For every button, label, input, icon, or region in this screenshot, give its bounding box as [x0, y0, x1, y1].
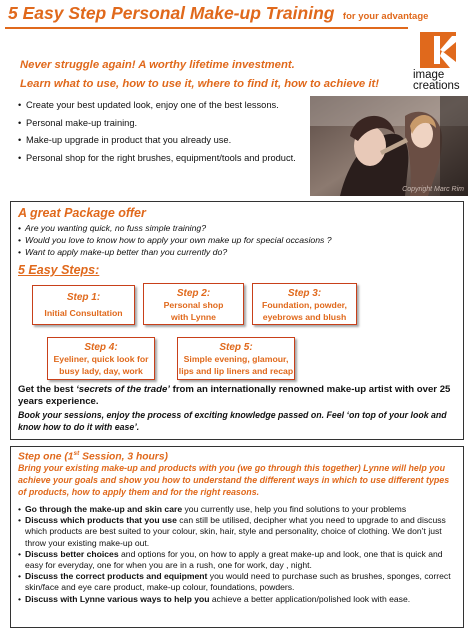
list-item [18, 515, 460, 549]
package-title: A great Package offer [18, 206, 146, 220]
list-item-bold: Go through the make-up and skin care [25, 504, 183, 514]
list-item-bold: Discuss with Lynne various ways to help you [25, 593, 210, 604]
step-heading: Step 4: [84, 342, 118, 353]
step-one-intro: Bring your existing make-up and products with you (we go through this together) Lynne will help you achieve your goals and show you how to understand the different ways in which to use different types of products, how to apply them and for the right reasons. [18, 463, 450, 497]
photo-illustration [310, 96, 468, 196]
booking-paragraph: Book your sessions, enjoy the process of exciting knowledge passed on. Feel ‘on top of your look and know how to do it with ease’. [18, 410, 447, 432]
list-item-text: you currently use, help you find solutions to your problems [182, 504, 407, 514]
step-text: Personal shop with Lynne [163, 300, 224, 322]
step-box-3 [252, 283, 357, 325]
package-offer-panel [10, 201, 464, 440]
title-main: 5 Easy Step Personal Make-up Training [8, 3, 335, 23]
list-item-text: you would need to purchase such as brushes, sponges, correct skin/face and eye care product, make-up colour, foundations, powders. [25, 571, 451, 593]
step-heading: Step 2: [176, 288, 211, 299]
step-box-1 [32, 285, 135, 325]
title-subtitle: for your advantage [342, 11, 429, 22]
step-one-title-sup: st [73, 450, 80, 457]
logo-text [413, 70, 460, 92]
intro-list [18, 99, 303, 170]
list-item: • Personal shop for the right brushes, equipment/tools and product. [18, 152, 303, 164]
list-item-bold: Discuss the correct products and equipment [25, 571, 208, 582]
step-heading: Step 1: [66, 292, 101, 303]
logo-k-icon [420, 32, 460, 68]
logo-line-2: creations [413, 80, 460, 92]
list-item: • Create your best updated look, enjoy one of the best lessons. [18, 99, 303, 111]
step-one-title-pre: Step one (1 [18, 451, 74, 463]
company-logo [412, 32, 468, 94]
step-box-2 [143, 283, 244, 325]
makeup-photo [310, 96, 468, 196]
list-item: • Make-up upgrade in product that you already use. [18, 134, 303, 146]
secrets-paragraph [18, 384, 456, 408]
list-item [18, 571, 460, 593]
photo-copyright: Copyright Marc Rim [402, 186, 464, 193]
step-one-panel [10, 446, 464, 628]
secrets-lead: Get the best [18, 384, 77, 395]
page-title [8, 3, 466, 25]
tagline-line-1: Never struggle again! A worthy lifetime investment. [20, 59, 295, 71]
step-one-title-post: Session, 3 hours) [79, 451, 168, 463]
step-one-title [18, 450, 168, 462]
list-item: • Would you love to know how to apply your own make up for special occasions ? [18, 234, 332, 246]
step-one-list [18, 504, 460, 605]
list-item-text: can still be utilised, decipher what you need to upgrade to and discuss which products are best suited to your colour, skin, hair, style and personality, choice of clothing. We don’t just throw your existing make-up out. [25, 515, 446, 548]
steps-title: 5 Easy Steps: [18, 263, 100, 277]
step-heading: Step 5: [219, 342, 253, 353]
step-text: Eyeliner, quick look for busy lady, day, work [53, 354, 149, 376]
tagline [20, 56, 379, 94]
logo-line-1: image [413, 69, 445, 81]
list-item-text: and options for you, on how to apply a great make-up and look, one that is quick and easy for everyday, one for when you are in a rush, one for work, day , night. [25, 548, 443, 571]
step-text: Initial Consultation [44, 308, 123, 318]
step-text: Foundation, powder, eyebrows and blush [262, 300, 347, 322]
list-item [18, 549, 460, 571]
list-item [18, 504, 460, 515]
title-underline [5, 27, 408, 29]
list-item [18, 594, 460, 605]
step-text: Simple evening, glamour, lips and lip liners and recap [178, 354, 294, 376]
list-item-text: achieve a better application/polished look with ease. [209, 593, 411, 604]
secrets-emphasis: ‘secrets of the trade’ [76, 384, 170, 395]
package-list [18, 222, 332, 258]
list-item: • Are you wanting quick, no fuss simple training? [18, 222, 332, 234]
tagline-line-2: Learn what to use, how to use it, where to find it, how to achieve it! [20, 78, 380, 90]
list-item: • Want to apply make-up better than you currently do? [18, 246, 332, 258]
secrets-rest: from an internationally renowned make-up artist with over 25 years experience. [18, 384, 451, 407]
list-item-bold: Discuss which products that you use [25, 515, 177, 526]
step-box-4 [47, 337, 155, 380]
list-item-bold: Discuss better choices [25, 548, 119, 559]
step-box-5 [177, 337, 295, 380]
step-heading: Step 3: [287, 288, 322, 299]
list-item: • Personal make-up training. [18, 117, 303, 129]
